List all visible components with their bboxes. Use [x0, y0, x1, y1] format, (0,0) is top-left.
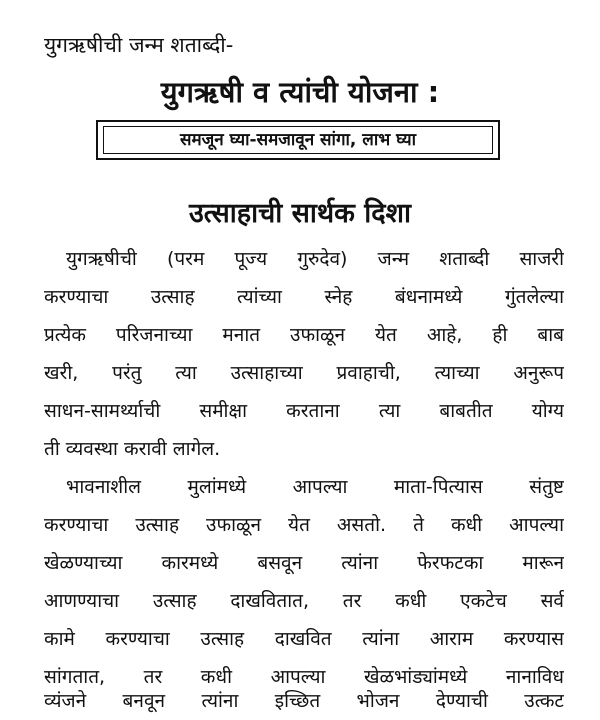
- motto-box: [96, 120, 500, 160]
- text-line: प्रत्येक परिजनाच्या मनात उफाळून येत आहे, ही बाब: [44, 324, 564, 346]
- text-line: भावनाशील मुलांमध्ये आपल्या माता-पित्यास संतुष्ट: [66, 476, 564, 498]
- text-line: ती व्यवस्था करावी लागेल.: [44, 438, 221, 460]
- text-line: खरी, परंतु त्या उत्साहाच्या प्रवाहाची, त्याच्या अनुरूप: [44, 362, 564, 384]
- text-line: युगऋषीची (परम पूज्य गुरुदेव) जन्म शताब्दी साजरी: [66, 248, 564, 270]
- text-line: साधन-सामर्थ्याची समीक्षा करताना त्या बाबतीत योग्य: [44, 400, 564, 422]
- motto-text: समजून घ्या-समजावून सांगा, लाभ घ्या: [103, 126, 493, 154]
- text-line: करण्याचा उत्साह उफाळून येत असतो. ते कधी आपल्या: [44, 514, 564, 536]
- text-line: आणण्याचा उत्साह दाखवितात, तर कधी एकटेच सर्व: [44, 590, 564, 612]
- text-line: खेळण्याच्या कारमध्ये बसवून त्यांना फेरफटका मारून: [44, 552, 564, 574]
- text-line: करण्याचा उत्साह त्यांच्या स्नेह बंधनामध्ये गुंतलेल्या: [44, 286, 564, 308]
- series-kicker: युगऋषीची जन्म शताब्दी-: [44, 33, 234, 57]
- text-line: व्यंजने बनवून त्यांना इच्छित भोजन देण्याची उत्कट: [44, 690, 564, 712]
- text-line: सांगतात, तर कधी आपल्या खेळभांड्यांमध्ये नानाविध: [44, 666, 564, 688]
- page-title: युगऋषी व त्यांची योजना :: [160, 75, 440, 109]
- article-heading: उत्साहाची सार्थक दिशा: [189, 198, 411, 229]
- text-line: कामे करण्याचा उत्साह दाखवित त्यांना आराम करण्यास: [44, 628, 564, 650]
